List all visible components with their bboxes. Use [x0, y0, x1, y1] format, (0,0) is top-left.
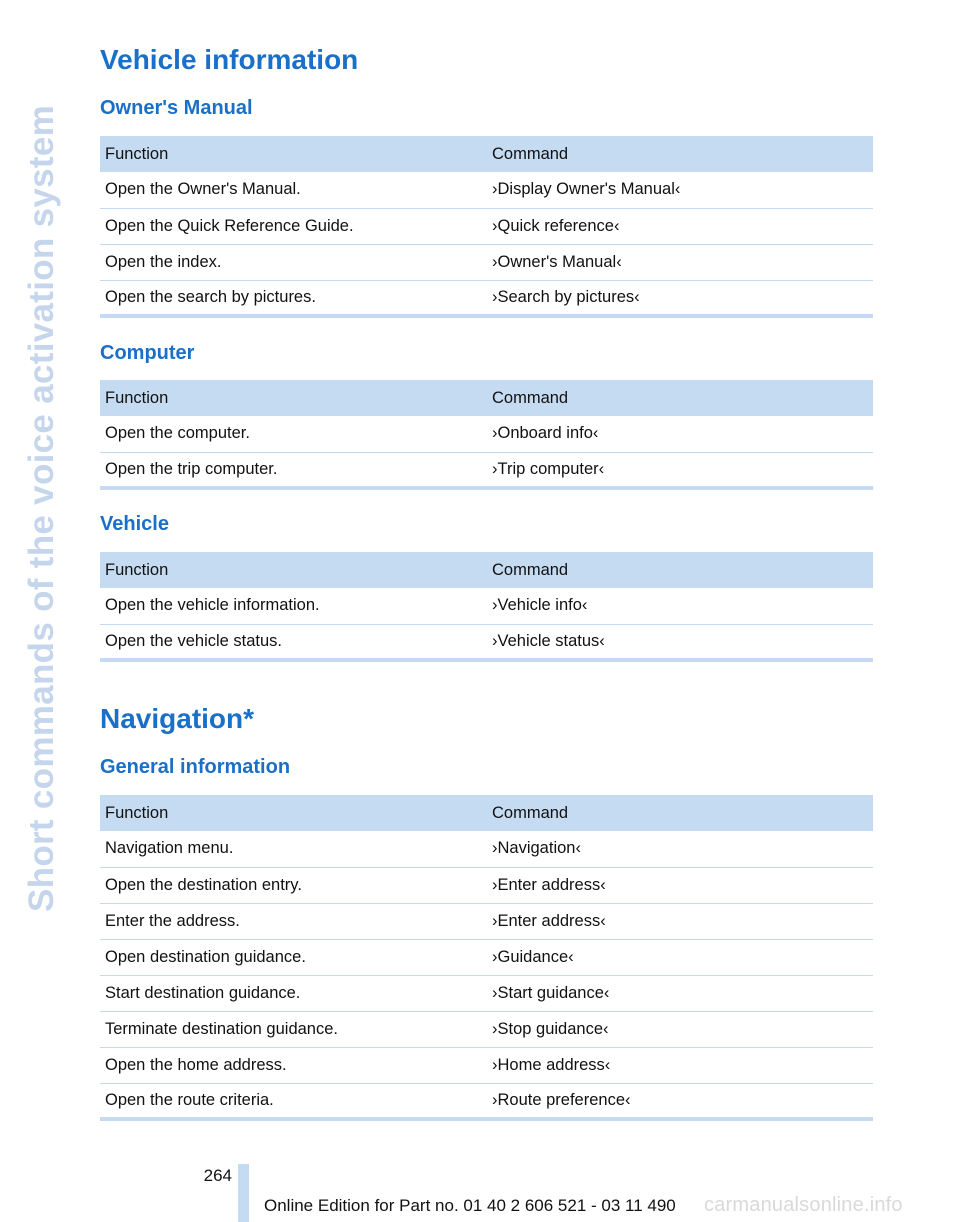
command-cell: ›Home address‹ [487, 1047, 873, 1083]
command-cell: ›Route preference‹ [487, 1083, 873, 1119]
command-cell: ›Guidance‹ [487, 939, 873, 975]
function-cell: Open the Owner's Manual. [105, 180, 301, 199]
subheading-general-information: General information [100, 756, 291, 778]
table-computer [100, 380, 873, 490]
table-row [100, 244, 873, 280]
table-header-row [100, 380, 873, 416]
column-header-command: Command [487, 136, 873, 172]
function-cell: Open the destination entry. [100, 867, 487, 903]
table-row [100, 903, 873, 939]
table-row [100, 172, 873, 208]
table-row [100, 452, 873, 488]
command-cell: ›Enter address‹ [487, 867, 873, 903]
command-cell: ›Stop guidance‹ [487, 1011, 873, 1047]
command-cell: ›Vehicle info‹ [492, 596, 588, 615]
function-cell: Open the search by pictures. [100, 280, 487, 316]
table-general-information [100, 795, 873, 1121]
table-row [100, 975, 873, 1011]
edition-text: Online Edition for Part no. 01 40 2 606 521 - 03 11 490 [264, 1196, 676, 1215]
table-vehicle [100, 552, 873, 662]
command-cell: ›Onboard info‹ [492, 424, 599, 443]
table-row [100, 1047, 873, 1083]
table-row [100, 1011, 873, 1047]
table-row [100, 1083, 873, 1119]
column-header-function: Function [100, 136, 487, 172]
function-cell: Open the vehicle status. [100, 624, 487, 660]
watermark: carmanualsonline.info [704, 1194, 903, 1216]
column-header-function: Function [100, 380, 487, 416]
column-header-function: Function [100, 552, 487, 588]
command-cell: ›Start guidance‹ [487, 975, 873, 1011]
function-cell: Open the computer. [105, 424, 250, 443]
function-cell: Open the route criteria. [100, 1083, 487, 1119]
command-cell: ›Owner's Manual‹ [487, 244, 873, 280]
command-cell: ›Navigation‹ [492, 839, 581, 858]
function-cell: Open the trip computer. [100, 452, 487, 488]
function-cell: Navigation menu. [105, 839, 234, 858]
table-row [100, 588, 873, 624]
command-cell: ›Search by pictures‹ [487, 280, 873, 316]
table-header-row [100, 795, 873, 831]
command-cell: ›Quick reference‹ [487, 208, 873, 244]
table-row [100, 867, 873, 903]
table-row [100, 280, 873, 316]
column-header-command: Command [487, 552, 873, 588]
command-cell: ›Display Owner's Manual‹ [492, 180, 681, 199]
command-cell: ›Enter address‹ [487, 903, 873, 939]
footer-accent-bar [238, 1164, 249, 1222]
table-owners-manual [100, 136, 873, 318]
function-cell: Enter the address. [100, 903, 487, 939]
heading-navigation: Navigation* [100, 703, 255, 734]
side-title: Short commands of the voice activation system [22, 104, 61, 912]
heading-vehicle-information: Vehicle information [100, 44, 359, 75]
subheading-owners-manual: Owner's Manual [100, 97, 253, 119]
table-row [100, 624, 873, 660]
table-row [100, 416, 873, 452]
subheading-computer: Computer [100, 342, 195, 364]
table-row [100, 939, 873, 975]
subheading-vehicle: Vehicle [100, 513, 169, 535]
function-cell: Open the home address. [100, 1047, 487, 1083]
function-cell: Open destination guidance. [100, 939, 487, 975]
function-cell: Open the Quick Reference Guide. [100, 208, 487, 244]
function-cell: Open the index. [100, 244, 487, 280]
page-number: 264 [203, 1166, 232, 1185]
function-cell: Start destination guidance. [100, 975, 487, 1011]
function-cell: Open the vehicle information. [105, 596, 320, 615]
column-header-function: Function [100, 795, 487, 831]
table-row [100, 208, 873, 244]
table-row [100, 831, 873, 867]
table-header-row [100, 552, 873, 588]
command-cell: ›Vehicle status‹ [487, 624, 873, 660]
function-cell: Terminate destination guidance. [100, 1011, 487, 1047]
column-header-command: Command [487, 380, 873, 416]
column-header-command: Command [487, 795, 873, 831]
table-header-row [100, 136, 873, 172]
command-cell: ›Trip computer‹ [487, 452, 873, 488]
